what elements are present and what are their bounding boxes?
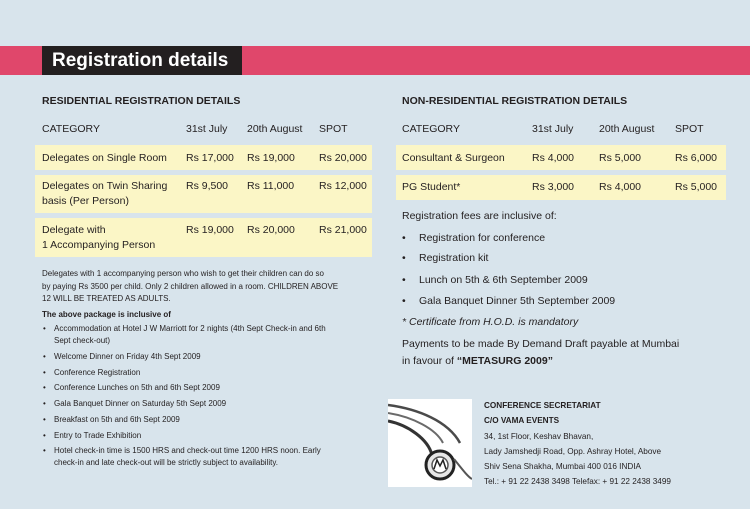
res-row-category-line1: Delegate with — [42, 224, 106, 236]
package-item-line2: check-in and late check-out will be strictly subject to availability. — [54, 458, 278, 467]
fees-item: • Gala Banquet Dinner 5th September 2009 — [419, 294, 615, 308]
res-table-row — [35, 145, 372, 170]
package-item: • Entry to Trade Exhibition — [54, 430, 141, 442]
res-col-july: 31st July — [186, 123, 228, 135]
package-item: • Conference Lunches on 5th and 6th Sept 2009 — [54, 382, 220, 394]
res-col-august: 20th August — [247, 123, 303, 135]
res-row-july: Rs 9,500 — [186, 180, 229, 192]
package-item — [54, 445, 321, 469]
nonres-table-row — [396, 145, 726, 170]
nonres-table-row — [396, 175, 726, 200]
address-line: Shiv Sena Shakha, Mumbai 400 016 INDIA — [484, 462, 642, 471]
fees-item: • Registration for conference — [419, 231, 545, 245]
stethoscope-icon — [388, 399, 472, 487]
res-row-category-line2: 1 Accompanying Person — [42, 239, 156, 251]
payment-prefix: in favour of — [402, 355, 457, 367]
res-row-august: Rs 19,000 — [247, 152, 295, 164]
nonres-row-spot: Rs 6,000 — [675, 152, 718, 164]
children-note-line1: Delegates with 1 accompanying person who wish to get their children can do so — [42, 269, 324, 278]
nonres-row-july: Rs 3,000 — [532, 181, 575, 193]
package-item-line2: Sept check-out) — [54, 336, 111, 345]
res-row-category-line2: basis (Per Person) — [42, 195, 129, 207]
fees-heading: Registration fees are inclusive of: — [402, 210, 557, 222]
nonres-row-august: Rs 5,000 — [599, 152, 642, 164]
payee-name: “METASURG 2009” — [456, 355, 553, 367]
nonres-row-category: Consultant & Surgeon — [402, 152, 505, 164]
secretariat-title: CONFERENCE SECRETARIAT — [484, 401, 601, 410]
res-row-july: Rs 17,000 — [186, 152, 234, 164]
children-note-line3: 12 WILL BE TREATED AS ADULTS. — [42, 294, 171, 303]
package-heading: The above package is inclusive of — [42, 310, 171, 319]
header-banner — [0, 46, 750, 75]
nonres-col-july: 31st July — [532, 123, 574, 135]
nonres-row-july: Rs 4,000 — [532, 152, 575, 164]
address-line: Lady Jamshedji Road, Opp. Ashray Hotel, Above — [484, 447, 662, 456]
res-table-row — [35, 175, 372, 213]
res-col-category: CATEGORY — [42, 123, 100, 135]
fees-item: • Lunch on 5th & 6th September 2009 — [419, 273, 588, 287]
res-row-category-line1: Delegates on Twin Sharing — [42, 180, 168, 192]
page-title: Registration details — [42, 46, 242, 75]
res-row-spot: Rs 20,000 — [319, 152, 367, 164]
res-row-spot: Rs 12,000 — [319, 180, 367, 192]
contact-line: Tel.: + 91 22 2438 3498 Telefax: + 91 22 2438 3499 — [484, 477, 671, 486]
res-row-category: Delegates on Single Room — [42, 152, 167, 164]
package-item: • Conference Registration — [54, 367, 140, 379]
children-note-line2: by paying Rs 3500 per child. Only 2 children allowed in a room. CHILDREN ABOVE — [42, 281, 339, 291]
address-line: 34, 1st Floor, Keshav Bhavan, — [484, 432, 594, 441]
package-item-line1: • Hotel check-in time is 1500 HRS and check-out time 1200 HRS noon. Early — [54, 446, 321, 455]
res-row-august: Rs 11,000 — [247, 180, 295, 192]
package-item: • Breakfast on 5th and 6th Sept 2009 — [54, 414, 180, 426]
res-row-august: Rs 20,000 — [247, 224, 295, 236]
package-item — [54, 323, 326, 347]
stethoscope-image — [388, 399, 472, 487]
nonres-row-august: Rs 4,000 — [599, 181, 642, 193]
payment-line1: Payments to be made By Demand Draft payable at Mumbai — [402, 338, 680, 350]
package-item: • Gala Banquet Dinner on Saturday 5th Sept 2009 — [54, 398, 226, 410]
res-table-row — [35, 218, 372, 257]
res-col-spot: SPOT — [319, 123, 348, 135]
certificate-note: * Certificate from H.O.D. is mandatory — [402, 316, 579, 328]
package-item-line1: • Accommodation at Hotel J W Marriott for 2 nights (4th Sept Check-in and 6th — [54, 324, 326, 333]
payment-line2 — [402, 353, 553, 370]
package-item: • Welcome Dinner on Friday 4th Sept 2009 — [54, 351, 201, 363]
res-row-july: Rs 19,000 — [186, 224, 234, 236]
nonres-row-spot: Rs 5,000 — [675, 181, 718, 193]
nonres-col-category: CATEGORY — [402, 123, 460, 135]
res-row-spot: Rs 21,000 — [319, 224, 367, 236]
secretariat-company: C/O VAMA EVENTS — [484, 416, 560, 425]
residential-heading: RESIDENTIAL REGISTRATION DETAILS — [42, 95, 241, 107]
nonresidential-heading: NON-RESIDENTIAL REGISTRATION DETAILS — [402, 95, 628, 107]
nonres-col-august: 20th August — [599, 123, 655, 135]
fees-item: • Registration kit — [419, 251, 488, 265]
nonres-col-spot: SPOT — [675, 123, 704, 135]
nonres-row-category: PG Student* — [402, 181, 461, 193]
